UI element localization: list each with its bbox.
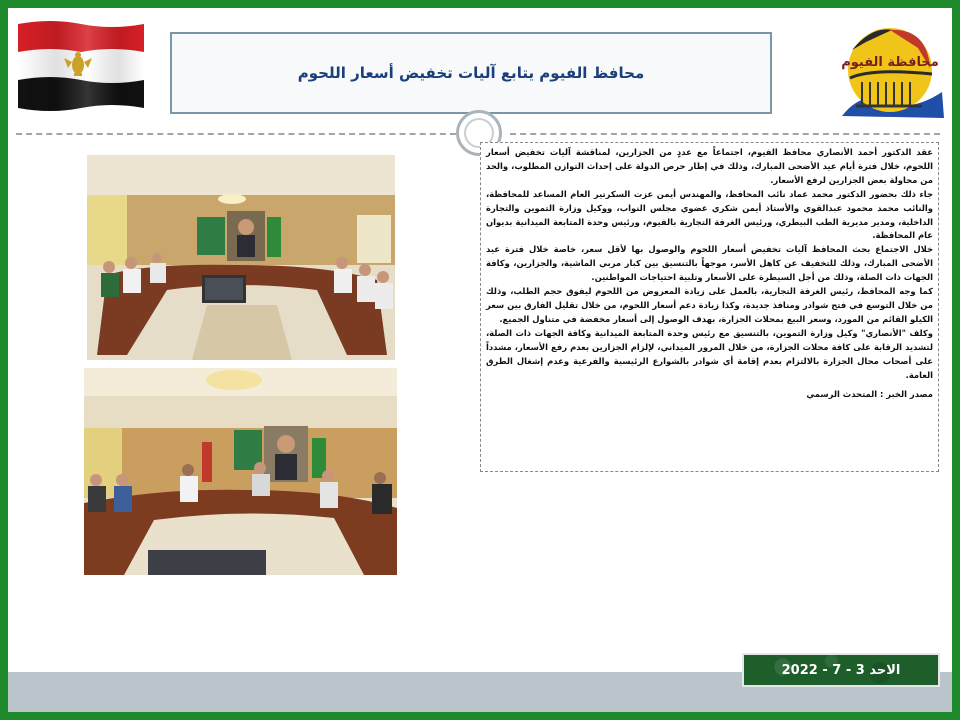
date-text: الاحد 3 - 7 - 2022 [781, 662, 901, 678]
divider-right [510, 133, 940, 135]
svg-text:محافظة الفيوم: محافظة الفيوم [841, 55, 939, 70]
divider-left [16, 133, 456, 135]
fayoum-governorate-logo [832, 20, 946, 120]
news-source: مصدر الخبر : المتحدث الرسمي [806, 389, 933, 400]
title-box [170, 32, 772, 114]
article-paragraph: وكلف "الأنصاري" وكيل وزارة التموين، بالتنسيق مع رئيس وحدة المتابعة الميدانية وكافة الجهات ذات الصلة، لتشديد الرقابة على كافة محلات الجزارة، من خلال المرور الميداني، لإلزام الجزارين بعدم رفع الأسعار، مشدداً على أصحاب محال الجزارة بالالتزام بعدم إقامة أي شوادر بالشوارع الرئيسية والفرعية وعدم إشغال الطرق العامة. [486, 327, 933, 380]
article-paragraph: كما وجه المحافظ، رئيس الغرفة التجارية، بالعمل على زيادة المعروض من اللحوم ليفوق حجم الطلب، وذلك من خلال التوسع في فتح شوادر ومنافذ جديدة، وكذا زيادة دعم أسعار اللحوم، من خلال تقليل الفارق بين سعر الكيلو القائم من المورد، وسعر البيع بمحلات الجزارة، بهدف الوصول إلى أسعار مخفضة في متناول الجميع. [486, 286, 933, 324]
article-paragraph: جاء ذلك بحضور الدكتور محمد عماد نائب المحافظ، والمهندس أيمن عزت السكرتير العام المساعد للمحافظة، والنائب محمد محمود عبدالقوي والأستاذ أيمن شكري عضوي مجلس النواب، ووكيل وزارة التموين والتجارة الداخلية، ومدير مديرية الطب البيطري، ورئيس الغرفة التجارية بالفيوم، ورئيس وحدة المتابعة الميدانية بديوان عام المحافظة. [486, 188, 933, 241]
article-paragraph: عقد الدكتور أحمد الأنصاري محافظ الفيوم، اجتماعاً مع عددٍ من الجزارين، لمناقشة آليات تخفيض أسعار اللحوم، خلال فترة أيام عيد الأضحى المبارك، وذلك في إطار حرص الدولة على إحداث التوازن المطلوب، والحد من محاولة بعض الجزارين لرفع الأسعار. [486, 147, 933, 185]
meeting-photo-2 [84, 368, 397, 575]
egypt-flag-icon [16, 18, 146, 112]
article-body [480, 142, 939, 472]
page-title: محافظ الفيوم يتابع آليات تخفيض أسعار اللحوم [297, 64, 645, 82]
article-paragraph: خلال الاجتماع بحث المحافظ آليات تخفيض أسعار اللحوم والوصول بها لأقل سعر، خاصة خلال فترة عيد الأضحى المبارك، وذلك للتخفيف عن كاهل الأسر، موجهاً بالتنسيق بين كبار مربي الماشية، والجزارين، وكافة الجهات ذات الصلة، وذلك من أجل السيطرة على الأسعار وتلبية احتياجات المواطنين. [486, 244, 933, 283]
date-badge [742, 653, 940, 687]
meeting-photo-1 [87, 155, 395, 360]
